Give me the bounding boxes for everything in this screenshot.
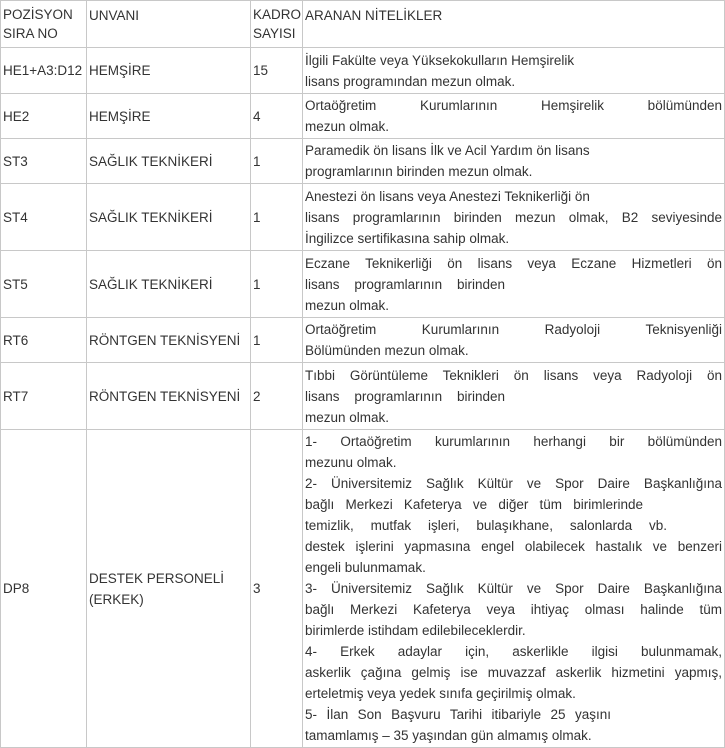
qualification-line: 5- İlan Son Başvuru Tarihi itibariyle 25 yaşını — [305, 707, 611, 722]
table-row — [1, 184, 725, 251]
qualification-line: Ortaöğretim Kurumlarının Radyoloji Teknisyenliği — [305, 322, 722, 337]
position-code: DP8 — [1, 430, 87, 748]
qualification-line: mezun olmak. — [305, 297, 390, 313]
qualification-line: askerlik çağına gelmiş ise muvazzaf askerlik hizmetini yapmış, — [305, 665, 722, 680]
position-qualifications — [303, 318, 725, 363]
table-row — [1, 430, 725, 748]
qualification-line: İlgili Fakülte veya Yüksekokulların Hemşirelik — [305, 52, 575, 68]
position-qualifications — [303, 48, 725, 94]
qualification-line: tamamlamış – 35 yaşından gün almamış olmak. — [305, 728, 592, 743]
position-code: RT6 — [1, 318, 87, 363]
position-qualifications — [303, 430, 725, 748]
qualification-line: destek işlerini yapmasına engel olabilecek hastalık ve benzeri — [305, 539, 722, 554]
header-qualifications: ARANAN NİTELİKLER — [303, 1, 725, 48]
position-qualifications — [303, 94, 725, 139]
table-row — [1, 139, 725, 184]
position-count: 4 — [251, 94, 303, 139]
position-code: ST4 — [1, 184, 87, 251]
table-row — [1, 48, 725, 94]
qualification-line: bağlı Merkezi Kafeterya ve diğer tüm birimlerinde — [305, 497, 643, 512]
header-position-no: POZİSYON SIRA NO — [1, 1, 87, 48]
position-count: 1 — [251, 251, 303, 318]
position-title: SAĞLIK TEKNİKERİ — [87, 251, 251, 318]
qualification-line: Paramedik ön lisans İlk ve Acil Yardım ön lisans — [305, 143, 590, 158]
qualification-line: bağlı Merkezi Kafeterya veya ihtiyaç olması halinde tüm — [305, 602, 722, 617]
qualification-line: Anestezi ön lisans veya Anestezi Teknikerliği ön — [305, 188, 590, 204]
position-qualifications — [303, 139, 725, 184]
header-row — [1, 1, 725, 48]
table-row — [1, 251, 725, 318]
qualification-line: lisans programlarının birinden mezun olmak, B2 seviyesinde — [305, 209, 722, 225]
position-title: DESTEK PERSONELİ (ERKEK) — [87, 430, 251, 748]
qualification-line: 4- Erkek adaylar için, askerlikle ilgisi bulunmamak, — [305, 644, 722, 659]
position-title: RÖNTGEN TEKNİSYENİ — [87, 318, 251, 363]
position-qualifications — [303, 251, 725, 318]
qualification-line: mezun olmak. — [305, 119, 390, 134]
table-row — [1, 94, 725, 139]
position-count: 1 — [251, 318, 303, 363]
qualification-line: 3- Üniversitemiz Sağlık Kültür ve Spor Daire Başkanlığına — [305, 581, 722, 596]
qualification-line: lisans programından mezun olmak. — [305, 73, 516, 89]
position-code: HE1+A3:D12 — [1, 48, 87, 94]
qualification-line: 1- Ortaöğretim kurumlarının herhangi bir bölümünden — [305, 434, 722, 449]
position-code: RT7 — [1, 363, 87, 430]
qualification-line: birimlerde istihdam edilebileceklerdir. — [305, 623, 526, 638]
table-row — [1, 318, 725, 363]
qualification-line: temizlik, mutfak işleri, bulaşıkhane, salonlarda vb. — [305, 518, 667, 533]
qualification-line: Ortaöğretim Kurumlarının Hemşirelik bölümünden — [305, 98, 722, 113]
position-qualifications — [303, 184, 725, 251]
position-code: ST3 — [1, 139, 87, 184]
positions-table-body — [1, 1, 725, 748]
header-count: KADRO SAYISI — [251, 1, 303, 48]
qualification-line: İngilizce sertifikasına sahip olmak. — [305, 230, 510, 246]
position-count: 2 — [251, 363, 303, 430]
position-code: ST5 — [1, 251, 87, 318]
qualification-line: lisans programlarının birinden — [305, 276, 505, 292]
position-count: 1 — [251, 139, 303, 184]
qualification-line: mezun olmak. — [305, 409, 390, 425]
position-title: HEMŞİRE — [87, 94, 251, 139]
qualification-line: lisans programlarının birinden — [305, 388, 505, 404]
qualification-line: mezunu olmak. — [305, 455, 397, 470]
position-code: HE2 — [1, 94, 87, 139]
position-count: 3 — [251, 430, 303, 748]
table-row — [1, 363, 725, 430]
position-qualifications — [303, 363, 725, 430]
position-title: HEMŞİRE — [87, 48, 251, 94]
qualification-line: 2- Üniversitemiz Sağlık Kültür ve Spor Daire Başkanlığına — [305, 476, 722, 491]
position-count: 1 — [251, 184, 303, 251]
qualification-line: erteletmiş veya yedek sınıfa geçirilmiş olmak. — [305, 686, 576, 701]
position-count: 15 — [251, 48, 303, 94]
position-title: RÖNTGEN TEKNİSYENİ — [87, 363, 251, 430]
header-title: UNVANI — [87, 1, 251, 48]
qualification-line: engeli bulunmamak. — [305, 560, 426, 575]
qualification-line: Bölümünden mezun olmak. — [305, 343, 469, 358]
position-title: SAĞLIK TEKNİKERİ — [87, 184, 251, 251]
qualification-line: Tıbbi Görüntüleme Teknikleri ön lisans veya Radyoloji ön — [305, 367, 722, 383]
qualification-line: programlarının birinden mezun olmak. — [305, 164, 533, 179]
position-title: SAĞLIK TEKNİKERİ — [87, 139, 251, 184]
qualification-line: Eczane Teknikerliği ön lisans veya Eczane Hizmetleri ön — [305, 255, 722, 271]
